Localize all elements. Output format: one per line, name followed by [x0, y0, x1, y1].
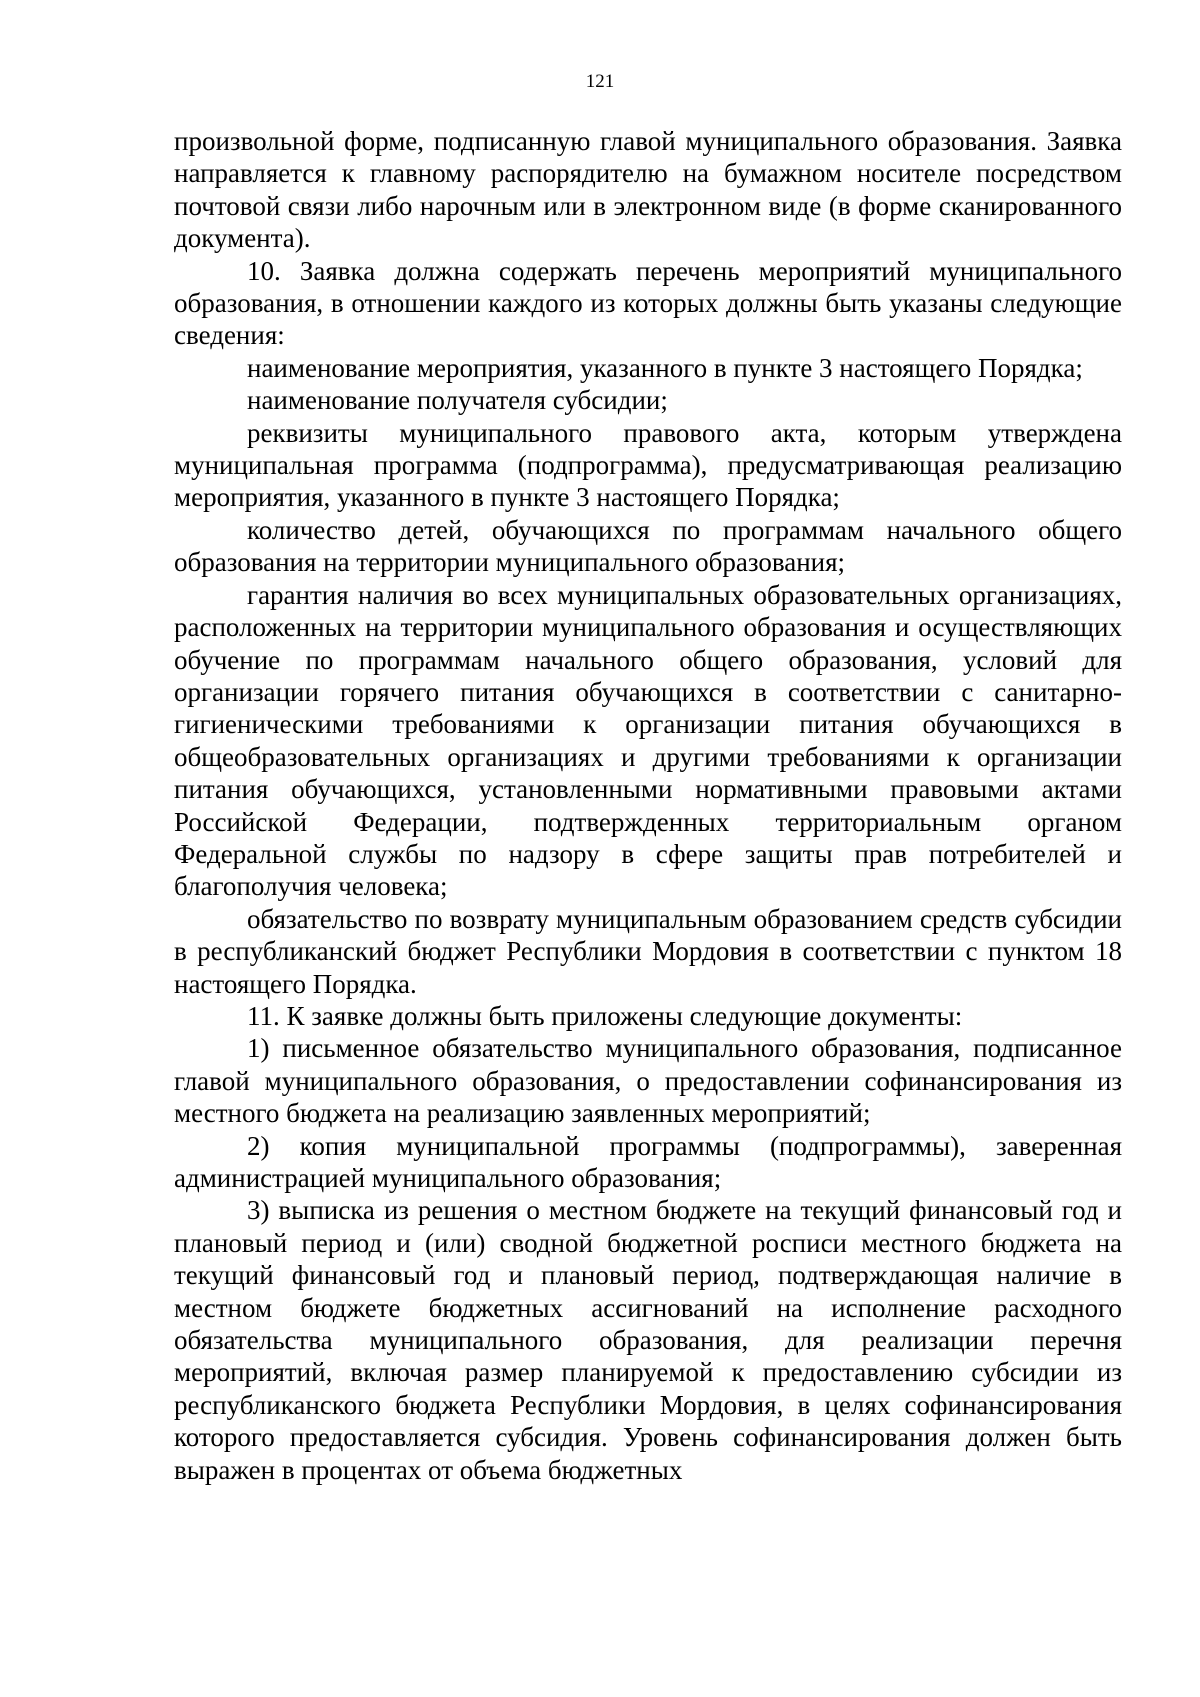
paragraph-guarantee: гарантия наличия во всех муниципальных образовательных организациях, расположенных на территории муниципального образования и осуществляющих обучение по программам начального общего образования, условий для организации горячего питания обучающихся в соответствии с санитарно-гигиеническими требованиями к организации питания обучающихся в общеобразовательных организациях и другими требованиями к организации питания обучающихся, установленными нормативными правовыми актами Российской Федерации, подтвержденных территориальным органом Федеральной службы по надзору в сфере защиты прав потребителей и благополучия человека; [174, 579, 1122, 902]
paragraph-doc-3: 3) выписка из решения о местном бюджете на текущий финансовый год и плановый период и (или) сводной бюджетной росписи местного бюджета на текущий финансовый год и плановый период, подтверждающая наличие в местном бюджете бюджетных ассигнований на исполнение расходного обязательства муниципального образования, для реализации перечня мероприятий, включая размер планируемой к предоставлению субсидии из республиканского бюджета Республики Мордовия, в целях софинансирования которого предоставляется субсидия. Уровень софинансирования должен быть выражен в процентах от объема бюджетных [174, 1195, 1122, 1485]
paragraph-recipient-name: наименование получателя субсидии; [247, 385, 668, 416]
page-number: 121 [585, 71, 615, 92]
paragraph-obligation: обязательство по возврату муниципальным образованием средств субсидии в республиканский бюджет Республики Мордовия в соответствии с пунктом 18 настоящего Порядка. [174, 903, 1122, 999]
paragraph-act-requisites: реквизиты муниципального правового акта, которым утверждена муниципальная программа (подпрограмма), предусматривающая реализацию мероприятия, указанного в пункте 3 настоящего Порядка; [174, 417, 1122, 513]
paragraph-continuation: произвольной форме, подписанную главой муниципального образования. Заявка направляется к главному распорядителю на бумажном носителе посредством почтовой связи либо нарочным или в электронном виде (в форме сканированного документа). [174, 126, 1122, 254]
paragraph-doc-1: 1) письменное обязательство муниципального образования, подписанное главой муниципального образования, о предоставлении софинансирования из местного бюджета на реализацию заявленных мероприятий; [174, 1033, 1122, 1129]
document-body [174, 125, 1122, 1486]
paragraph-item-10: 10. Заявка должна содержать перечень мероприятий муниципального образования, в отношении каждого из которых должны быть указаны следующие сведения: [174, 255, 1122, 351]
paragraph-children-count: количество детей, обучающихся по программам начального общего образования на территории муниципального образования; [174, 514, 1122, 578]
paragraph-doc-2: 2) копия муниципальной программы (подпрограммы), заверенная администрацией муниципального образования; [174, 1130, 1122, 1193]
paragraph-item-11: 11. К заявке должны быть приложены следующие документы: [247, 1000, 963, 1031]
paragraph-event-name: наименование мероприятия, указанного в пункте 3 настоящего Порядка; [247, 352, 1083, 383]
